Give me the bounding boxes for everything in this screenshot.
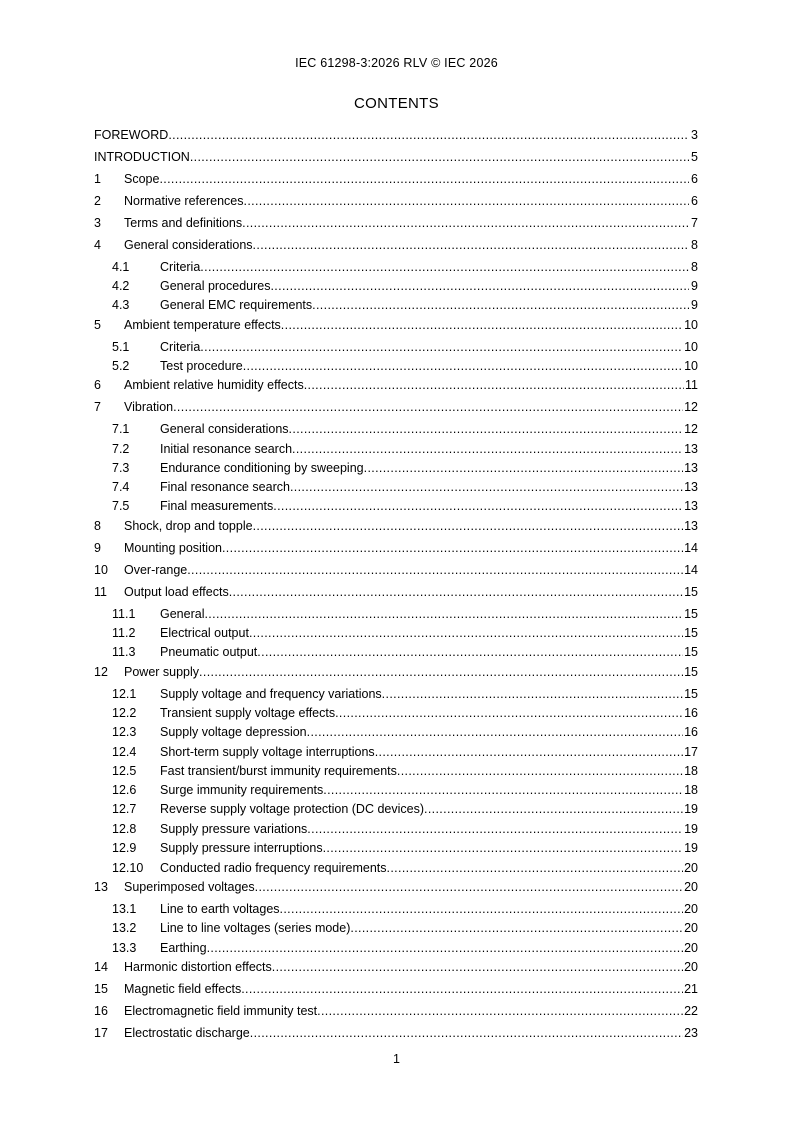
toc-entry[interactable]	[94, 127, 698, 143]
dot-leader	[255, 879, 683, 895]
toc-entry-page: 23	[684, 1026, 698, 1040]
toc-entry-label: Supply voltage and frequency variations	[160, 687, 382, 701]
toc-entry-number: 10	[94, 563, 108, 577]
toc-entry[interactable]	[94, 193, 698, 209]
dot-leader	[307, 821, 683, 837]
toc-entry-label: Line to line voltages (series mode)	[160, 921, 351, 935]
toc-entry-number: 7.3	[112, 461, 130, 475]
dot-leader	[243, 358, 683, 374]
toc-entry[interactable]	[94, 399, 698, 415]
dot-leader	[273, 498, 683, 514]
toc-entry-page: 18	[684, 783, 698, 797]
toc-entry-page: 7	[691, 216, 698, 230]
dot-leader	[241, 981, 683, 997]
toc-entry[interactable]	[112, 801, 698, 817]
toc-entry-label: Conducted radio frequency requirements	[160, 861, 387, 875]
toc-entry-label: General	[160, 607, 205, 621]
dot-leader	[290, 479, 683, 495]
toc-entry[interactable]	[112, 441, 698, 457]
dot-leader	[350, 920, 683, 936]
toc-entry-page: 6	[691, 194, 698, 208]
toc-entry[interactable]	[94, 171, 698, 187]
toc-entry[interactable]	[94, 1025, 698, 1041]
toc-entry-page: 20	[684, 921, 698, 935]
dot-leader	[312, 297, 689, 313]
toc-entry-label: Supply voltage depression	[160, 725, 307, 739]
dot-leader	[280, 901, 684, 917]
toc-entry-page: 20	[684, 941, 698, 955]
toc-entry-label: Line to earth voltages	[160, 902, 280, 916]
toc-entry-number: 12.8	[112, 822, 137, 836]
toc-entry-number: 8	[94, 519, 101, 533]
toc-entry-label: Fast transient/burst immunity requirements	[160, 764, 397, 778]
toc-entry-page: 9	[691, 298, 698, 312]
toc-entry-label: Criteria	[160, 260, 201, 274]
toc-entry-number: 7.4	[112, 480, 130, 494]
toc-entry-page: 13	[684, 461, 698, 475]
dot-leader	[250, 1025, 683, 1041]
toc-entry-number: 7.1	[112, 422, 130, 436]
toc-entry-label: Over-range	[124, 563, 188, 577]
dot-leader	[270, 278, 689, 294]
page-number: 1	[393, 1052, 400, 1066]
dot-leader	[199, 664, 683, 680]
toc-entry-number: 4.1	[112, 260, 130, 274]
toc-entry-label: Normative references	[124, 194, 244, 208]
toc-entry-number: 13.2	[112, 921, 137, 935]
toc-entry-number: 6	[94, 378, 101, 392]
toc-entry[interactable]	[112, 724, 698, 740]
toc-entry-label: General considerations	[160, 422, 289, 436]
dot-leader	[190, 149, 689, 165]
toc-entry-number: 13.1	[112, 902, 137, 916]
dot-leader	[292, 441, 683, 457]
toc-entry-page: 15	[684, 607, 698, 621]
toc-entry-label: Output load effects	[124, 585, 229, 599]
dot-leader	[364, 460, 683, 476]
toc-entry-label: Electromagnetic field immunity test	[124, 1004, 318, 1018]
toc-entry[interactable]	[112, 940, 698, 956]
toc-entry-page: 11	[685, 378, 698, 392]
toc-entry-page: 10	[684, 359, 698, 373]
dot-leader	[249, 625, 683, 641]
toc-entry-page: 13	[684, 442, 698, 456]
toc-entry[interactable]	[112, 606, 698, 622]
toc-entry-number: 2	[94, 194, 101, 208]
dot-leader	[229, 584, 683, 600]
toc-entry-number: 7.2	[112, 442, 130, 456]
toc-entry-label: Transient supply voltage effects	[160, 706, 336, 720]
toc-entry-page: 19	[684, 822, 698, 836]
toc-entry-label: Final measurements	[160, 499, 274, 513]
toc-entry[interactable]	[94, 981, 698, 997]
toc-entry-page: 10	[684, 318, 698, 332]
toc-entry-page: 19	[684, 841, 698, 855]
dot-leader	[317, 1003, 683, 1019]
toc-entry-label: Pneumatic output	[160, 645, 258, 659]
toc-entry-page: 20	[684, 902, 698, 916]
toc-entry[interactable]	[112, 763, 698, 779]
dot-leader	[207, 940, 684, 956]
dot-leader	[382, 686, 683, 702]
dot-leader	[200, 259, 689, 275]
dot-leader	[204, 606, 683, 622]
toc-entry-number: 12.4	[112, 745, 137, 759]
toc-entry-number: 13	[94, 880, 108, 894]
dot-leader	[323, 782, 683, 798]
toc-entry[interactable]	[94, 1003, 698, 1019]
toc-entry-number: 17	[94, 1026, 108, 1040]
contents-title: CONTENTS	[354, 95, 439, 112]
toc-entry[interactable]	[112, 782, 698, 798]
dot-leader	[272, 959, 683, 975]
dot-leader	[159, 171, 689, 187]
toc-entry-page: 15	[684, 585, 698, 599]
toc-entry-page: 20	[684, 960, 698, 974]
toc-entry-page: 12	[684, 422, 698, 436]
toc-entry-label: Reverse supply voltage protection (DC devices)	[160, 802, 425, 816]
toc-entry[interactable]	[94, 540, 698, 556]
toc-entry-label: Electrostatic discharge	[124, 1026, 250, 1040]
toc-entry-label: General considerations	[124, 238, 253, 252]
toc-entry-number: 16	[94, 1004, 108, 1018]
toc-entry-label: Ambient relative humidity effects	[124, 378, 304, 392]
toc-entry-number: 4	[94, 238, 101, 252]
toc-entry[interactable]	[112, 339, 698, 355]
dot-leader	[187, 562, 683, 578]
toc-entry-number: 9	[94, 541, 101, 555]
toc-entry-page: 17	[684, 745, 698, 759]
toc-entry-number: 7.5	[112, 499, 130, 513]
dot-leader	[242, 215, 689, 231]
toc-entry[interactable]	[112, 625, 698, 641]
toc-entry[interactable]	[94, 959, 698, 975]
toc-entry-label: Superimposed voltages	[124, 880, 255, 894]
dot-leader	[304, 377, 684, 393]
toc-entry-label: Power supply	[124, 665, 200, 679]
dot-leader	[173, 399, 683, 415]
dot-leader	[375, 744, 683, 760]
toc-entry[interactable]	[94, 377, 698, 393]
toc-entry-number: 12.2	[112, 706, 137, 720]
dot-leader	[323, 840, 684, 856]
toc-entry-number: 12.9	[112, 841, 137, 855]
toc-entry-label: Electrical output	[160, 626, 249, 640]
dot-leader	[200, 339, 683, 355]
toc-entry-page: 3	[691, 128, 698, 142]
toc-entry-label: Endurance conditioning by sweeping	[160, 461, 364, 475]
toc-entry[interactable]	[94, 518, 698, 534]
toc-entry-label: Ambient temperature effects	[124, 318, 281, 332]
toc-entry-number: 11.1	[112, 607, 136, 621]
dot-leader	[335, 705, 683, 721]
dot-leader	[424, 801, 683, 817]
toc-entry-label: General EMC requirements	[160, 298, 313, 312]
toc-entry-label: Supply pressure variations	[160, 822, 308, 836]
toc-entry-number: 5	[94, 318, 101, 332]
toc-entry[interactable]	[112, 840, 698, 856]
toc-entry-label: Terms and definitions	[124, 216, 243, 230]
dot-leader	[168, 127, 689, 143]
toc-entry-number: 12	[94, 665, 108, 679]
toc-entry-label: Initial resonance search	[160, 442, 293, 456]
toc-entry[interactable]	[112, 686, 698, 702]
toc-entry-label: Test procedure	[160, 359, 243, 373]
toc-entry-number: 4.3	[112, 298, 130, 312]
toc-entry-number: 12.1	[112, 687, 137, 701]
toc-entry-number: 14	[94, 960, 108, 974]
toc-entry[interactable]	[112, 860, 698, 876]
toc-entry-number: 11.2	[112, 626, 136, 640]
toc-entry-page: 16	[684, 725, 698, 739]
toc-entry[interactable]	[94, 215, 698, 231]
toc-entry[interactable]	[112, 259, 698, 275]
toc-entry-label: Criteria	[160, 340, 201, 354]
toc-entry-number: 15	[94, 982, 108, 996]
toc-entry[interactable]	[112, 421, 698, 437]
toc-entry-page: 15	[684, 645, 698, 659]
toc-entry-page: 22	[684, 1004, 698, 1018]
toc-entry-page: 8	[691, 238, 698, 252]
toc-entry[interactable]	[112, 358, 698, 374]
toc-entry-number: 7	[94, 400, 101, 414]
dot-leader	[397, 763, 683, 779]
toc-entry-label: Earthing	[160, 941, 207, 955]
toc-entry[interactable]	[112, 479, 698, 495]
toc-entry-page: 12	[684, 400, 698, 414]
toc-entry-number: 3	[94, 216, 101, 230]
toc-entry-label: Magnetic field effects	[124, 982, 242, 996]
toc-entry[interactable]	[94, 317, 698, 333]
toc-entry[interactable]	[112, 920, 698, 936]
toc-entry[interactable]	[112, 644, 698, 660]
toc-entry-number: 12.5	[112, 764, 137, 778]
toc-entry-page: 18	[684, 764, 698, 778]
toc-entry-page: 10	[684, 340, 698, 354]
toc-entry-number: 4.2	[112, 279, 130, 293]
dot-leader	[289, 421, 684, 437]
toc-entry[interactable]	[112, 297, 698, 313]
toc-entry-number: 12.3	[112, 725, 137, 739]
toc-entry-page: 15	[684, 687, 698, 701]
toc-entry-number: 11	[94, 585, 107, 599]
toc-entry-page: 13	[684, 499, 698, 513]
toc-entry-label: Mounting position	[124, 541, 222, 555]
dot-leader	[281, 317, 683, 333]
toc-entry-page: 8	[691, 260, 698, 274]
toc-entry-page: 15	[684, 665, 698, 679]
toc-entry-page: 15	[684, 626, 698, 640]
toc-entry-number: 12.7	[112, 802, 137, 816]
toc-entry-label: FOREWORD	[94, 128, 169, 142]
toc-entry-page: 16	[684, 706, 698, 720]
running-header: IEC 61298-3:2026 RLV © IEC 2026	[295, 56, 498, 70]
toc-entry[interactable]	[94, 149, 698, 165]
toc-entry-label: Final resonance search	[160, 480, 290, 494]
toc-entry-label: Harmonic distortion effects	[124, 960, 272, 974]
toc-entry[interactable]	[94, 879, 698, 895]
toc-entry[interactable]	[94, 584, 698, 600]
dot-leader	[253, 237, 689, 253]
dot-leader	[244, 193, 690, 209]
toc-entry[interactable]	[94, 562, 698, 578]
toc-entry[interactable]	[112, 498, 698, 514]
toc-entry-label: General procedures	[160, 279, 271, 293]
toc-entry-page: 14	[684, 541, 698, 555]
toc-entry-label: Supply pressure interruptions	[160, 841, 323, 855]
toc-entry-page: 20	[684, 861, 698, 875]
dot-leader	[257, 644, 683, 660]
toc-entry-number: 5.2	[112, 359, 130, 373]
toc-entry[interactable]	[94, 664, 698, 680]
toc-entry-number: 12.10	[112, 861, 144, 875]
toc-entry-page: 9	[691, 279, 698, 293]
toc-entry-label: INTRODUCTION	[94, 150, 190, 164]
toc-entry-label: Shock, drop and topple	[124, 519, 253, 533]
toc-entry-number: 1	[94, 172, 101, 186]
toc-entry[interactable]	[112, 705, 698, 721]
toc-entry-number: 12.6	[112, 783, 137, 797]
toc-entry-page: 6	[691, 172, 698, 186]
toc-entry-page: 14	[684, 563, 698, 577]
toc-entry-label: Short-term supply voltage interruptions	[160, 745, 375, 759]
toc-entry[interactable]	[112, 901, 698, 917]
toc-entry-page: 13	[684, 480, 698, 494]
dot-leader	[253, 518, 684, 534]
toc-entry[interactable]	[112, 278, 698, 294]
dot-leader	[222, 540, 683, 556]
toc-entry-page: 21	[684, 982, 698, 996]
toc-entry[interactable]	[94, 237, 698, 253]
toc-entry-page: 20	[684, 880, 698, 894]
toc-entry-number: 5.1	[112, 340, 130, 354]
toc-entry[interactable]	[112, 460, 698, 476]
toc-entry-number: 13.3	[112, 941, 137, 955]
toc-entry-label: Vibration	[124, 400, 174, 414]
dot-leader	[387, 860, 684, 876]
toc-entry-label: Surge immunity requirements	[160, 783, 324, 797]
toc-entry-page: 19	[684, 802, 698, 816]
toc-entry-number: 11.3	[112, 645, 136, 659]
toc-entry[interactable]	[112, 821, 698, 837]
dot-leader	[307, 724, 683, 740]
toc-entry-label: Scope	[124, 172, 160, 186]
toc-entry-page: 5	[691, 150, 698, 164]
toc-entry-page: 13	[684, 519, 698, 533]
toc-entry[interactable]	[112, 744, 698, 760]
